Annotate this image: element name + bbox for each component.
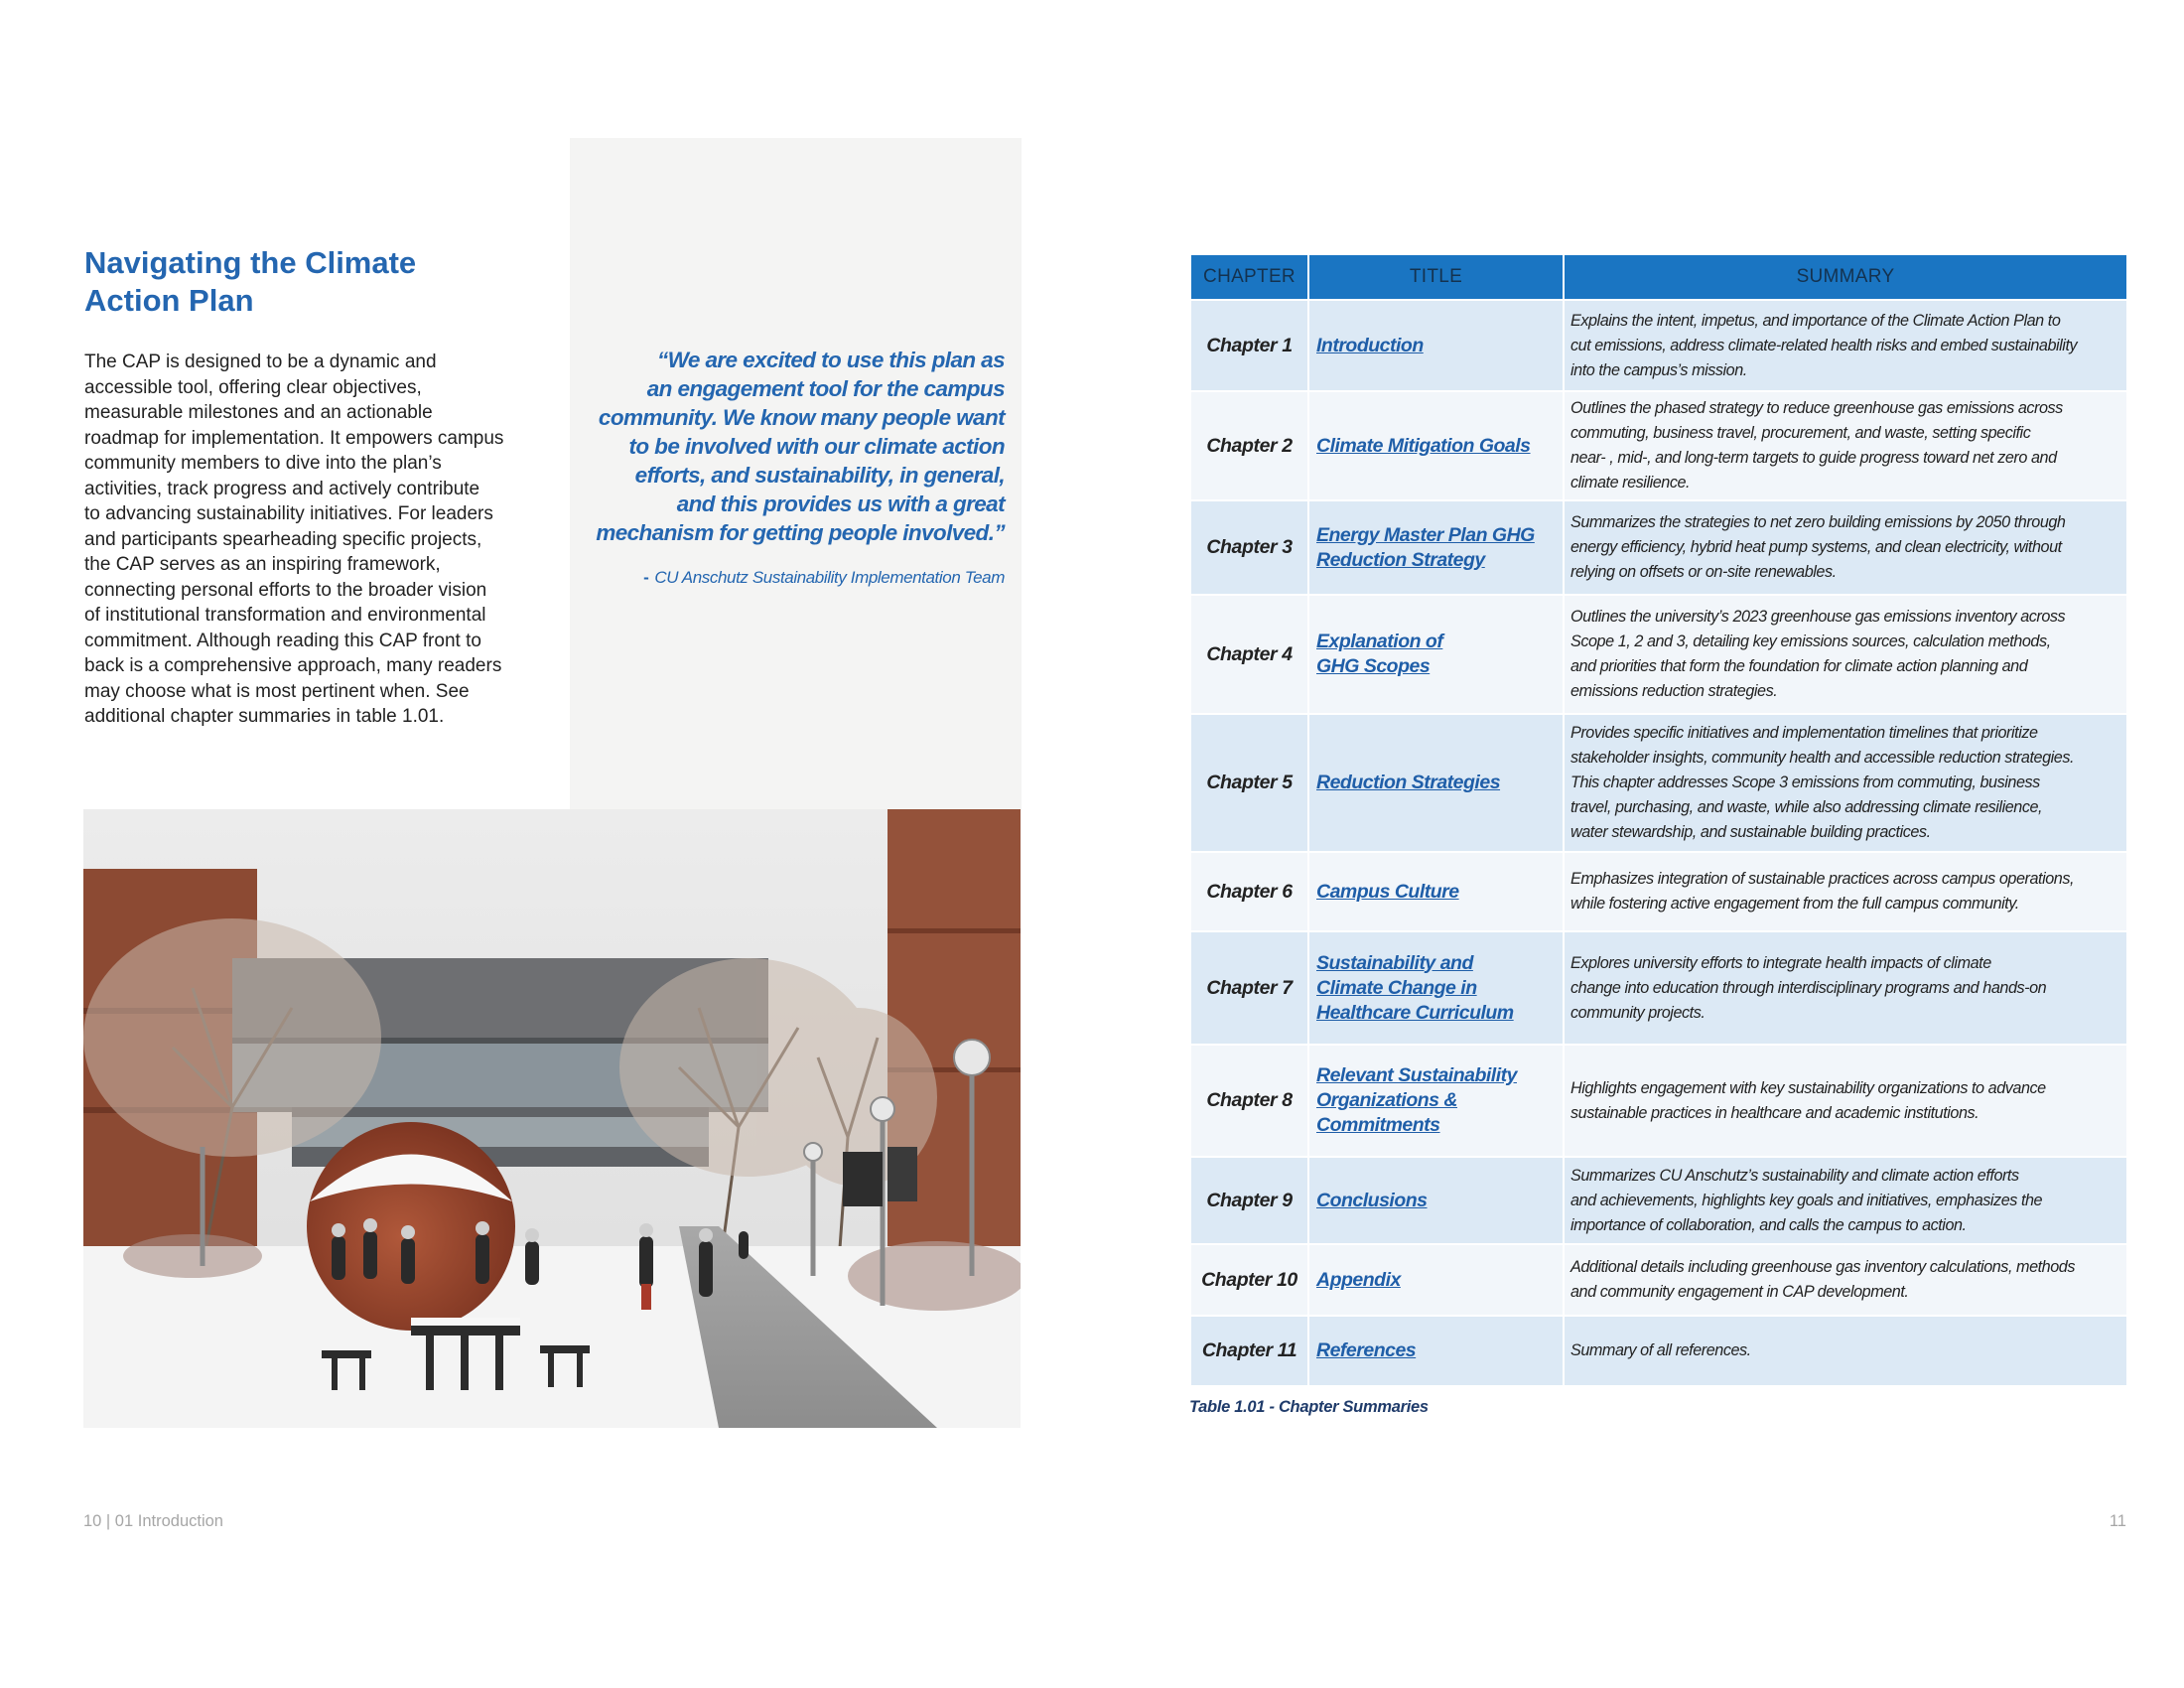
chapter-link[interactable]: Campus Culture bbox=[1316, 880, 1459, 903]
chapter-cell: Chapter 6 bbox=[1190, 852, 1308, 931]
summary-line: This chapter addresses Scope 3 emissions from commuting, business bbox=[1570, 774, 2040, 791]
chapter-link[interactable]: Commitments bbox=[1316, 1114, 1440, 1136]
chapter-link[interactable]: Reduction Strategies bbox=[1316, 772, 1501, 793]
title-cell bbox=[1308, 1244, 1564, 1316]
summary-line: water stewardship, and sustainable building practices. bbox=[1570, 823, 1931, 841]
chapter-link[interactable]: Introduction bbox=[1316, 334, 1424, 356]
title-cell bbox=[1308, 931, 1564, 1045]
summary-line: relying on offsets or on-site renewables. bbox=[1570, 563, 1837, 581]
summary-line: emissions reduction strategies. bbox=[1570, 682, 1778, 700]
title-cell bbox=[1308, 595, 1564, 714]
body-line: The CAP is designed to be a dynamic and bbox=[84, 352, 437, 372]
summary-line: energy efficiency, hybrid heat pump systems, and clean electricity, without bbox=[1570, 538, 2062, 556]
chapter-link[interactable]: Conclusions bbox=[1316, 1189, 1428, 1211]
summary-line: stakeholder insights, community health and accessible reduction strategies. bbox=[1570, 749, 2075, 767]
summary-line: sustainable practices in healthcare and academic institutions. bbox=[1570, 1103, 1979, 1122]
title-cell bbox=[1308, 1316, 1564, 1386]
body-line: of institutional transformation and environmental bbox=[84, 605, 486, 626]
table-row bbox=[1190, 595, 2127, 714]
chapter-cell: Chapter 7 bbox=[1190, 931, 1308, 1045]
title-cell bbox=[1308, 714, 1564, 852]
header-summary: SUMMARY bbox=[1564, 254, 2127, 300]
table-row bbox=[1190, 500, 2127, 595]
summary-line: Provides specific initiatives and implementation timelines that prioritize bbox=[1570, 724, 2038, 742]
table-caption: Table 1.01 - Chapter Summaries bbox=[1189, 1398, 1429, 1416]
quote-line: mechanism for getting people involved.” bbox=[596, 520, 1005, 545]
summary-cell bbox=[1564, 1244, 2127, 1316]
summary-line: while fostering active engagement from the full campus community. bbox=[1570, 895, 2019, 913]
footer-right-page-number: 11 bbox=[2109, 1512, 2126, 1530]
table-row bbox=[1190, 931, 2127, 1045]
chapter-link[interactable]: GHG Scopes bbox=[1316, 655, 1431, 677]
heading-line: Action Plan bbox=[84, 283, 254, 318]
campus-snow-photo bbox=[83, 809, 1021, 1428]
chapter-cell: Chapter 1 bbox=[1190, 300, 1308, 391]
attribution-text: CU Anschutz Sustainability Implementation Team bbox=[654, 568, 1005, 587]
chapter-link[interactable]: References bbox=[1316, 1339, 1417, 1361]
chapter-cell: Chapter 8 bbox=[1190, 1045, 1308, 1157]
chapter-cell: Chapter 2 bbox=[1190, 391, 1308, 500]
summary-line: Summary of all references. bbox=[1570, 1341, 1751, 1359]
summary-line: travel, purchasing, and waste, while also addressing climate resilience, bbox=[1570, 798, 2043, 816]
summary-cell bbox=[1564, 595, 2127, 714]
table-row bbox=[1190, 300, 2127, 391]
summary-line: Emphasizes integration of sustainable practices across campus operations, bbox=[1570, 870, 2075, 888]
table-header-row bbox=[1190, 254, 2127, 300]
summary-cell bbox=[1564, 500, 2127, 595]
quote-line: efforts, and sustainability, in general, bbox=[634, 463, 1005, 488]
title-cell bbox=[1308, 500, 1564, 595]
body-line: accessible tool, offering clear objectives, bbox=[84, 376, 422, 398]
body-line: back is a comprehensive approach, many readers bbox=[84, 655, 502, 676]
quote-line: “We are excited to use this plan as bbox=[657, 348, 1005, 372]
table-row bbox=[1190, 1157, 2127, 1244]
summary-line: Explains the intent, impetus, and importance of the Climate Action Plan to bbox=[1570, 311, 2061, 330]
summary-line: Explores university efforts to integrate health impacts of climate bbox=[1570, 953, 1991, 972]
summary-line: community projects. bbox=[1570, 1003, 1706, 1022]
quote-line: community. We know many people want bbox=[598, 405, 1005, 430]
title-cell bbox=[1308, 391, 1564, 500]
summary-line: near- , mid-, and long-term targets to guide progress toward net zero and bbox=[1570, 449, 2057, 467]
summary-line: Additional details including greenhouse gas inventory calculations, methods bbox=[1570, 1258, 2075, 1276]
chapter-cell: Chapter 10 bbox=[1190, 1244, 1308, 1316]
heading-line: Navigating the Climate bbox=[84, 245, 417, 280]
chapter-cell: Chapter 3 bbox=[1190, 500, 1308, 595]
body-line: measurable milestones and an actionable bbox=[84, 402, 433, 423]
body-line: and participants spearheading specific projects, bbox=[84, 528, 482, 550]
chapter-summary-table bbox=[1189, 253, 2128, 1387]
quote-attribution bbox=[596, 568, 1005, 588]
pull-quote bbox=[596, 346, 1005, 547]
chapter-cell: Chapter 5 bbox=[1190, 714, 1308, 852]
summary-cell bbox=[1564, 931, 2127, 1045]
chapter-link[interactable]: Energy Master Plan GHG bbox=[1316, 523, 1535, 546]
body-line: to advancing sustainability initiatives. For leaders bbox=[84, 503, 493, 524]
title-cell bbox=[1308, 1045, 1564, 1157]
body-line: commitment. Although reading this CAP front to bbox=[84, 630, 481, 651]
summary-line: and community engagement in CAP development. bbox=[1570, 1283, 1909, 1301]
chapter-link[interactable]: Healthcare Curriculum bbox=[1316, 1001, 1514, 1024]
header-chapter: CHAPTER bbox=[1190, 254, 1308, 300]
chapter-link[interactable]: Relevant Sustainability bbox=[1316, 1064, 1517, 1086]
summary-line: commuting, business travel, procurement, and waste, setting specific bbox=[1570, 424, 2031, 442]
body-line: additional chapter summaries in table 1.01. bbox=[84, 706, 445, 727]
summary-cell bbox=[1564, 1316, 2127, 1386]
body-line: may choose what is most pertinent when. See bbox=[84, 680, 470, 702]
chapter-link[interactable]: Climate Change in bbox=[1316, 976, 1477, 999]
table-row bbox=[1190, 714, 2127, 852]
summary-cell bbox=[1564, 1045, 2127, 1157]
table-row bbox=[1190, 391, 2127, 500]
body-line: the CAP serves as an inspiring framework, bbox=[84, 554, 441, 575]
title-cell bbox=[1308, 300, 1564, 391]
summary-cell bbox=[1564, 852, 2127, 931]
body-line: connecting personal efforts to the broader vision bbox=[84, 579, 487, 601]
summary-line: into the campus’s mission. bbox=[1570, 360, 1747, 379]
summary-line: Outlines the phased strategy to reduce greenhouse gas emissions across bbox=[1570, 399, 2063, 417]
chapter-link[interactable]: Explanation of bbox=[1316, 631, 1443, 652]
summary-line: Summarizes the strategies to net zero building emissions by 2050 through bbox=[1570, 513, 2066, 531]
body-line: community members to dive into the plan’s bbox=[84, 453, 442, 474]
summary-cell bbox=[1564, 391, 2127, 500]
chapter-link[interactable]: Appendix bbox=[1316, 1268, 1401, 1291]
summary-line: and priorities that form the foundation for climate action planning and bbox=[1570, 657, 2028, 675]
summary-line: Highlights engagement with key sustainability organizations to advance bbox=[1570, 1078, 2046, 1097]
quote-line: an engagement tool for the campus bbox=[646, 376, 1005, 401]
table-row bbox=[1190, 1045, 2127, 1157]
chapter-link[interactable]: Reduction Strategy bbox=[1316, 548, 1485, 571]
chapter-link[interactable]: Sustainability and bbox=[1316, 951, 1473, 974]
summary-line: cut emissions, address climate-related health risks and embed sustainability bbox=[1570, 336, 2078, 354]
header-title: TITLE bbox=[1308, 254, 1564, 300]
table-row bbox=[1190, 1316, 2127, 1386]
summary-cell bbox=[1564, 300, 2127, 391]
chapter-cell: Chapter 9 bbox=[1190, 1157, 1308, 1244]
table-row bbox=[1190, 1244, 2127, 1316]
title-cell bbox=[1308, 1157, 1564, 1244]
body-line: roadmap for implementation. It empowers campus bbox=[84, 427, 504, 449]
summary-line: Scope 1, 2 and 3, detailing key emissions sources, calculation methods, bbox=[1570, 633, 2051, 650]
summary-line: and achievements, highlights key goals and initiatives, emphasizes the bbox=[1570, 1191, 2043, 1209]
quote-line: and this provides us with a great bbox=[676, 492, 1005, 516]
summary-line: Outlines the university’s 2023 greenhouse gas emissions inventory across bbox=[1570, 608, 2066, 626]
summary-cell bbox=[1564, 714, 2127, 852]
table-row bbox=[1190, 852, 2127, 931]
chapter-link[interactable]: Climate Mitigation Goals bbox=[1316, 434, 1531, 457]
attribution-dash: - bbox=[643, 568, 649, 587]
body-line: activities, track progress and actively contribute bbox=[84, 478, 480, 499]
summary-line: Summarizes CU Anschutz’s sustainability and climate action efforts bbox=[1570, 1166, 2019, 1185]
footer-left-page-label: 10 | 01 Introduction bbox=[83, 1512, 223, 1530]
intro-paragraph bbox=[84, 350, 531, 730]
summary-line: importance of collaboration, and calls the campus to action. bbox=[1570, 1215, 1967, 1234]
section-heading bbox=[84, 244, 521, 320]
quote-line: to be involved with our climate action bbox=[628, 434, 1005, 459]
summary-line: change into education through interdisciplinary programs and hands-on bbox=[1570, 978, 2047, 997]
chapter-cell: Chapter 4 bbox=[1190, 595, 1308, 714]
summary-cell bbox=[1564, 1157, 2127, 1244]
chapter-link[interactable]: Organizations & bbox=[1316, 1089, 1458, 1111]
summary-line: climate resilience. bbox=[1570, 474, 1691, 492]
chapter-cell: Chapter 11 bbox=[1190, 1316, 1308, 1386]
title-cell bbox=[1308, 852, 1564, 931]
